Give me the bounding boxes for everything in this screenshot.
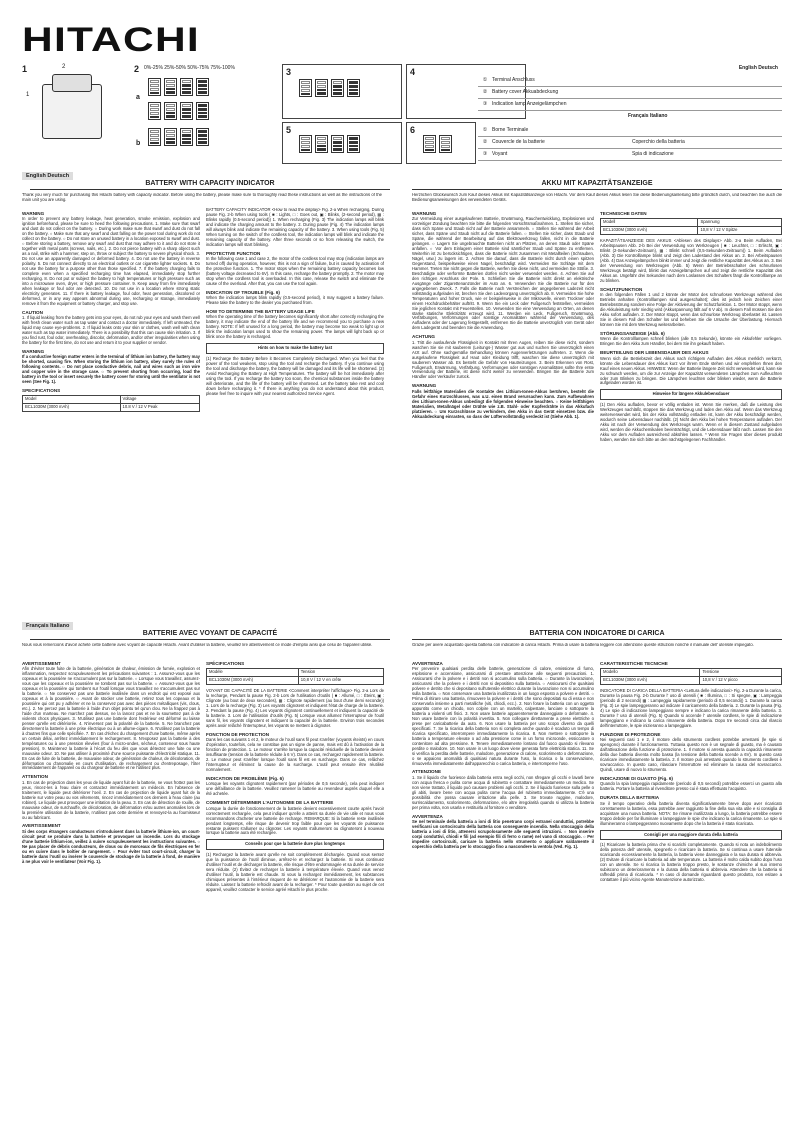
en-intro <box>22 193 382 207</box>
legend-text: Terminal Anschluss <box>492 77 535 84</box>
en-trouble-heading: INDICATION OF TROUBLE (Fig. 6) <box>206 289 280 295</box>
fig1-panel <box>22 64 122 164</box>
table-cell: Modello <box>601 669 700 677</box>
legend-num: ① <box>482 77 488 84</box>
gauge-header: 0%-25% 25%-50% 50%-75% 75%-100% <box>144 65 235 71</box>
en-caution-text: 1. If liquid leaking from the battery gets into your eyes, do not rub your eyes and wash them well with fresh clean water such as tap water and contact a doctor immediately. If left untreated, the liquid may cause eye-problems. 2. If liquid leaks onto your skin or clothes, wash well with clean water such as tap water immediately. There is a possibility that this can cause skin irritation. 3. If you find rust, foul odor, overheating, discolor, deformation, and/or other irregularities when using the battery for the first time, do not use and return it to your supplier or vendor. <box>22 314 200 345</box>
legend-row <box>478 100 782 111</box>
it-intro <box>412 643 782 657</box>
de-life-text: Wenn sich die Betriebszeit des Akkus nach richtigem Aufladen des Akkus merklich verkürzt, könnte die Lebensdauer des Akkus kurz vor ihrem Ende stehen und wir empfehlen Ihnen den Kauf eines neuen Akkus. HINWEIS: Wenn der Batterie längere Zeit nicht verwendet wird, kann sie zu schwach werden, um die zur Anzeige der Kapazität verwendeten Lämpchen zum Aufleuchten oder zum Blinken zu bringen. Die Lämpchen leuchten oder blinken wieder, wenn die Batterie aufgeladen worden ist. <box>600 355 782 386</box>
fr-warning-text: Afin d'éviter toute fuite de la batterie, génération de chaleur, émission de fumée, explosion et inflammation, respectez scrupuleusement les précautions suivantes : 1. Assurez-vous que les copeaux et la poussière ne s'accumulent pas sur la batterie. ○ Lorsque vous travaillez, assurez-vous que les copeaux et la poussière ne tombent pas sur la batterie. ○ Assurez-vous que les copeaux et la poussière qui tombent sur l'outil lorsque vous travaillez ne s'accumulent pas sur la batterie. ○ Ne conservez pas une batterie inutilisée dans un endroit qui est exposé aux copeaux et à la poussière. ○ Avant de stocker une batterie, retirez tous les copeaux et la poussière qui ont pu y adhérer et ne la conservez pas avec des pièces métalliques (vis, clous, etc.). 2. Ne percez pas la batterie à l'aide d'un objet pointu tel qu'un clou. Ne la frappez pas à l'aide d'un marteau. Ne marchez pas dessus, ne la lancez pas et ne la soumettez pas à de violents chocs physiques. 3. N'utilisez pas une batterie dont l'extérieur est déformé ou laisse penser qu'elle est détériorée. 4. N'inversez pas la polarité de la batterie. 5. Ne branchez pas directement la batterie à une prise électrique ou à un allume-cigare. 6. N'utilisez pas la batterie à d'autres fins que celle spécifiée. 7. En cas d'échec du chargement d'une batterie, même après un certain délai, arrêtez immédiatement le rechargement. 8. N'exposez pas la batterie à des températures ou à une pression élevées (four à micro-ondes, sécheur, conteneur sous haute pression). 9. Maintenez la batterie à l'écart du feu dès que vous détectez une fuite ou une mauvaise odeur. 10. Ne pas utiliser à proximité d'une source puissante d'électricité statique. 11. En cas de fuite de la batterie, de mauvaise odeur, de génération de chaleur, de décoloration, de déformation ou d'anomalie en cours d'utilisation, de rechargement ou d'entreposage, l'ôter immédiatement de l'appareil ou du chargeur de batterie et ne l'utilisez plus. <box>22 666 200 771</box>
table-cell: 10,8 V / 12 V picco <box>700 677 782 685</box>
en-spec-heading: SPECIFICATIONS <box>22 387 61 393</box>
legend-fr-it-title: Français Italiano <box>628 113 668 119</box>
fr-hints-text: (1) Rechargez la batterie avant qu'elle ne soit complètement déchargée. Quand vous sentez que la puissance de l'outil diminue, arrêtez-le et rechargez la batterie. Si vous continuez d'utiliser l'outil et de décharger la batterie, elle risque d'être endommagée et sa durée de service sera réduite. (2) Évitez de recharger la batterie à température élevée. Quand vous venez d'utiliser l'outil, la batterie est chaude. Si vous la rechargez immédiatement, les substances chimiques présentes à l'intérieur risquent de se détériorer et l'autonomie de la batterie sera réduite. Laissez la batterie refroidir avant de la recharger. * Pour toute question au sujet de cet appareil, veuillez contacter le service agréé Hitachi le plus proche. <box>206 852 384 893</box>
fr-title: BATTERIE AVEC VOYANT DE CAPACITÉ <box>30 630 390 640</box>
de-protect-text: In den folgenden Fällen 1 und 2 könnte der Motor des schnurlosen Werkzeugs während des Betriebs anhalten (Kontrolllampen sind ausgeschaltet); dies ist jedoch kein Zeichen einer Betriebsstörung sondern eine Folge der Aktivierung der Schutzfunktion. 1. Der Motor stoppt, wenn die Akkuleistung sehr niedrig wird (Akkuspannung fällt auf 6 V ab). In diesem Fall müssen Sie den Akku sofort aufladen. 2. Der Motor stoppt, wenn das schnurlose Werkzeug überlastet ist. Lassen Sie in diesem Fall den Schalter los und beheben Sie die Ursache der Überlastung. Hiernach können Sie mit dem Werkzeug weiterarbeiten. <box>600 292 782 328</box>
it-col1 <box>412 658 594 1130</box>
table-cell: Modell <box>601 219 698 227</box>
battery-cover-illustration <box>52 74 92 92</box>
de-caution-heading: ACHTUNG <box>412 334 435 340</box>
table-cell: BCL1030M (3000 mAh) <box>207 677 299 685</box>
fig5-gauges <box>299 135 360 153</box>
table-cell: Tension <box>298 669 383 677</box>
legend-text-it: Spia di indicazione <box>632 151 674 158</box>
legend-num: ② <box>482 89 488 96</box>
fr-hints-box: Conseils pour que la batterie dure plus longtemps <box>206 839 384 850</box>
table-cell: 10,8 V / 12 V Spitze <box>698 227 782 235</box>
fig-number: 1 <box>22 64 28 74</box>
it-life-text: Se il tempo operativo della batteria diventa significativamente breve dopo aver ricaricato correttamente la batteria, essa potrebbe aver raggiunto la fine della sua vita utile e si consiglia di acquistare una nuova batteria. NOTA: Se rimane inutilizzata a lungo, la batteria potrebbe essere troppo debole per far illuminare o lampeggiare le spie che indicano la carica rimanente. Le spie si illumineranno o lampeggeranno nuovamente dopo che la batteria è stata ricaricata. <box>600 800 782 826</box>
battery-illustration <box>42 84 102 139</box>
en-warning-heading: WARNING <box>22 211 45 216</box>
legend-en-de-title: English Deutsch <box>738 65 778 71</box>
figure-row <box>22 64 782 164</box>
it-life-heading: DURATA DELLA BATTERIA <box>600 795 660 801</box>
legend-row <box>478 76 782 87</box>
legend-row <box>478 126 782 137</box>
table-row <box>601 227 782 235</box>
table-cell: Model <box>23 396 121 404</box>
de-trouble-text: Wenn die Kontrolllampen schnell blinken (alle 0,5 Sekunde), könnte ein Akkufehler vorliegen. Bringen Sie den Akku zum Händler, bei dem Sie ihn gekauft haben. <box>600 336 782 347</box>
it-title: BATTERIA CON INDICATORE DI CARICA <box>412 630 782 640</box>
en-warning-text: In order to prevent any battery leakage, heat generation, smoke emission, explosion and ignition beforehand, please be sure to heed the following precautions. 1. Make sure that swarf and dust do not collect on the battery. ○ During work make sure that swarf and dust do not fall on the battery. ○ Make sure that any swarf and dust falling on the power tool during work do not collect on the battery. ○ Do not store an unused battery in a location exposed to swarf and dust. ○ Before storing a battery, remove any swarf and dust that may adhere to it and do not store it together with metal parts (screws, nails, etc.). 2. Do not pierce battery with a sharp object such as a nail, strike with a hammer, step on, throw or subject the battery to severe physical shock. 3. Do not use an apparently damaged or deformed battery. 4. Do not use the battery in reverse polarity. 5. Do not connect directly to an electrical outlets or car cigarette lighter sockets. 6. Do not use the battery for a purpose other than those specified. 7. If the battery charging fails to complete even when a specified recharging time has elapsed, immediately stop further recharging. 8. Do not put or subject the battery to high temperatures or high pressure such as into a microwave oven, dryer, or high pressure container. 9. Keep away from fire immediately when leakage or foul odor are detected. 10. Do not use in a location where strong static electricity generates. 11. If there is battery leakage, foul odor, heat generation, discolored or deformed, or in any way appears abnormal during use, recharging or storage, immediately remove it from the equipment or battery charger, and stop use. <box>22 216 200 306</box>
legend-num: ③ <box>482 151 488 158</box>
en-spec-table <box>22 395 200 412</box>
de-warning-text: Zur Vermeidung einer ausgelaufenen Batterie, Erwärmung, Rauchentwicklung, Explosionen und vorzeitiger Zündung beachten Sie bitte die folgenden Vorsichtsmaßnahmen. 1. Stellen Sie sicher, dass sich Späne und Staub nicht auf der Batterie ansammeln. ○ Stellen Sie während der Arbeit sicher, dass Späne und Staub nicht auf die Batterie fallen. ○ Stellen Sie sicher, dass Staub und Späne, die während der Bearbeitung auf das Elektrowerkzeug fallen, nicht in die Batterie gelangen. ○ Lagern Sie ungebrauchte Batterien nicht an Plätzen, an denen Staub oder Späne anfallen. ○ Vor dem Einlagern einer Batterie sind sämtlicher Staub und Späne zu entfernen. Weiterhin ist zu berücksichtigen, dass die Batterie nicht zusammen mit Metallteilen (Schrauben, Nägel, usw.) zu lagern ist. 2. Achten Sie darauf, dass die Batterie nicht durch einen spitzen Gegenstand, beispielsweise einen Nagel, beschädigt wird. Vermeiden Sie Schläge mit dem Hammer. Treten Sie nicht gegen die Batterie, werfen Sie diese nicht, und vermeiden Sie Stöße. 3. Beschädigte oder verformte Batterien dürfen nicht weiter verwendet werden. 4. Achten Sie auf den richtigen Anschluss der Pole. 5. Schließen Sie die Batterie nicht direkt an elektrische Ausgänge oder Zigarettenanzünder im Auto an. 6. Verwenden Sie die Batterie nur für den angegebenen Zweck. 7. Falls die Batterie nach Verstreichen der angegebenen Ladezeit nicht vollständig aufgeladen ist, brechen Sie den Ladevorgang unverzüglich ab. 8. Vermeiden Sie hohe Temperaturen und hoher Druck, wie er beispielsweise in der Mikrowelle, einem Trockner oder einem Hochdruckbehälter auftritt. 9. Wenn Sie ein Leck oder Fußgeruch feststellen, vermeiden Sie jeglichen Kontakt mit Feuerstellen. 10. Verwenden Sie eine Verwendung an Orten, an denen starke statische Elektrizität erzeugt wird. 11. Werden ein Leck, Fußgeruch, Erwärmung, Verfärbungen, Verformungen oder sonstige Anomalitäten während der Verwendung, des Aufladens oder der Lagerung festgestellt, entfernen Sie die Batterie unverzüglich vom Gerät oder dem Ladegerät und beenden Sie die Anwendung. <box>412 216 594 331</box>
fr-life-text: Lorsque la durée de fonctionnement de la batterie devient excessivement courte après l'avoir correctement rechargée, cela peut indiquer qu'elle a atteint sa durée de vie utile et nous vous recommandons d'acheter une batterie de recharge. REMARQUE: Si la batterie reste inutilisée pendant longtemps, elle risque de devenir trop faible pour que les voyants de puissance restante puissent s'allumer ou clignoter. Les voyants s'allumeront ou clignoteront à nouveau lorsque la batterie aura été rechargée. <box>206 805 384 836</box>
it-spec-table <box>600 668 782 685</box>
de-caution-text: 1. Tritt die auslaufende Flüssigkeit in Kontakt mit Ihren Augen, reiben Sie diese nicht, sondern waschen Sie sie mit sauberem (Leitungs-) Wasser gut aus und suchen Sie unverzüglich einen Arzt auf. Ohne sachgemäße Behandlung können Augenverletzungen auftreten. 2. Wenn die ausgelaufene Flüssigkeit auf Haut oder Kleidung trifft, waschen Sie diese unverzüglich mit sauberem Wasser ab. Es besteht die Gefahr von Hautreizungen. 3. Beim Erkennen von Rost, Fußgeruch, Erwärmung, Verfärbung, Verformungen oder sonstigen Anomalitäten sollte Ihre erste Verwendung der Batterie, ist diese nicht weiter zu verwenden. Bringen Sie die Batterie zum Händler oder Verkäufer zurück. <box>412 339 594 380</box>
callout-1: 1 <box>26 92 30 98</box>
fr-indicator-text: VOYANT DE CAPACITÉ DE LA BATTERIE <Comment interpréter l'affichage> Fig. 2-a Lors de la recharge, Pendant la pause Fig. 2-b Lors de l'utilisation d'outils ( ■ : Allumé, □ : Éteint, ▣ : Clignote (au bout de deux secondes), ▦ : Clignote rapidement (au bout d'une demi seconde)) 1. Lors de la recharge (Fig. 3) Les voyants clignotent et indiquent l'état de charge de la batterie. 2. Pendant la pause (Fig. 4) Les voyants clignotent continuellement et indiquent la capacité de la batterie. 3. Lors de l'utilisation d'outils (Fig. 5) Lorsque vous allumez l'interrupteur de l'outil sans fil, les voyants clignotent et indiquent la capacité de la batterie. Environ trois secondes après avoir relâché l'interrupteur, les voyants se mettent à clignoter. <box>206 688 384 728</box>
fig-number: 3 <box>286 67 292 77</box>
en-life-text: When the operating time of the battery becomes significantly short after correctly recharging the battery, it may indicate the end of the battery life and we recommend you to purchase a new battery. NOTE: If left unused for a long period, the battery may become too weak to light up or blink the indication lamps used to show the remaining power. The lamps will light back up or blink once the battery is recharged. <box>206 314 384 340</box>
fr-protect-heading: FONCTION DE PROTECTION <box>206 731 270 737</box>
en-hints-box: Hints on how to make the battery last <box>206 343 384 354</box>
fig6-gauges <box>423 135 452 153</box>
fr-protect-text: Dans les cas suivants 1 et 2, le moteur de l'outil sans fil peut s'arrêter (voyants éteints) en cours d'opération, toutefois, cela ne constitue pas un signe de panne, mais est dû à l'activation de la fonction de protection. 1. Le moteur s'arrête lorsque la capacité résiduelle de la batterie devient insuffisante (tension de la batterie réduite à 6 V). Dans ce cas, rechargez rapidement la batterie. 2. Le moteur peut s'arrêter lorsque l'outil sans fil est en surcharge. Dans ce cas, relâchez l'interrupteur et éliminez la cause de la surcharge. L'outil peut ensuite être réutilisé normalement. <box>206 737 384 773</box>
it-caution-text: 1. Se il liquido che fuoriesce dalla batteria entra negli occhi, non sfregare gli occhi e lavarli bene con acqua fresca e pulita come acqua di rubinetto e contattare immediatamente un medico. Se non viene trattato, il liquido può causare problemi agli occhi. 2. Se il liquido fuoriesce sulla pelle o gli abiti, lavare bene con acqua pulita come l'acqua del rubinetto immediatamente. C'è una possibilità che possa causare irritazione alla pelle. 3. Se trovate ruggine, malodore, surriscaldamento, scolorimento, deformazione, e/o altre irregolarità quando si utilizza la batteria per prima volta, non usarla e restituirla al fornitore o venditore. <box>412 774 594 810</box>
legend-row <box>478 88 782 99</box>
legend-row <box>478 150 782 161</box>
fr-caution-text: 1. En cas de projection dans les yeux de liquide ayant fuit de la batterie, ne vous frottez pas les yeux, rincez-les à l'eau claire et contactez immédiatement un médecin. En l'absence de traitement, le liquide peut détériorer l'oeil. 2. En cas de projection de liquide ayant fuit de la batterie sur votre peau ou vos vêtements, rincez immédiatement ces derniers à l'eau claire (au robinet). Le liquide peut provoquer une irritation de la peau. 3. En cas de détection de rouille, de mauvaise odeur, de surchauffe, de décoloration, de déformation et/ou autres anomalies lors de la première utilisation de la batterie, n'utilisez pas cette dernière et renvoyez-la au fournisseur ou au fabricant. <box>22 779 200 820</box>
legend-num: ① <box>482 127 488 134</box>
sub-label-b: b <box>136 140 141 147</box>
table-cell: BCL1030M (3000 mAh) <box>601 677 700 685</box>
table-cell: Modèle <box>207 669 299 677</box>
en-hints-text: (1) Recharge the Battery Before it Becomes Completely Discharged. When you feel that the power of the tool weakens, stop using the tool and recharge the battery. If you continue using the tool and discharge the battery, the battery will be damaged and its life will be shortened. (2) Avoid Recharging the Battery at High Temperatures. The battery will be hot immediately after using the tool. If you recharge the battery too soon, the chemical substances inside the battery will deteriorate, and the life of the battery will be shortened. Let the battery take rest and cool down before recharging it. * If there is anything you do not understand about this product, please feel free to inquire with your nearest authorized Service Agent. <box>206 356 384 396</box>
legend-row <box>478 138 782 149</box>
legend-num: ② <box>482 139 488 146</box>
gauge-row-b1 <box>148 128 209 146</box>
table-cell: BCL1030M (3000 mAh) <box>601 227 698 235</box>
it-hints-box: Consigli per una maggiore durata della batteria <box>600 830 782 841</box>
it-protect-heading: FUNZIONE DI PROTEZIONE <box>600 731 661 737</box>
fr-col1 <box>22 658 200 1130</box>
legend-text: Couvercle de la batterie <box>492 139 545 146</box>
table-row <box>207 677 384 685</box>
de-hints-text: (1) Den Akku aufladen, bevor er völlig entladen ist. Wenn Sie merken, daß die Leistung des Werkzeuges nachläßt, stoppen Sie das Werkzeug und laden den Akku auf. Wenn das Werkzeug weiterverwendet wird, bis der Akku vollständig entladen ist, kann der Akku beschädigt werden, wodurch seine Lebensdauer nachläßt. (2) Nicht den Akku bei hohen Temperaturen aufladen. Der Akku ist nach der Verwendung des Werkzeugs warm. Wenn er in diesem Zustand aufgeladen wird, werden die Akkuchemikalien beeinträchtigt, und die Lebensdauer läßt nach. Lassen Sie den Akku vor dem Aufladen ausreichend abkühlen lassen. * Wenn Sie Fragen über dieses produkt haben, wenden Sie sich bitte an den nächstgelegenen Fachhändler. <box>600 402 782 443</box>
de-protect-heading: SCHUTZFUNKTION <box>600 286 643 292</box>
table-cell: Voltage <box>120 396 199 404</box>
de-warning-heading: WARNUNG <box>412 211 437 216</box>
de-hints-box: Hinweise für längere Akkulebensdauer <box>600 389 782 400</box>
legend-text: Borne Terminale <box>492 127 529 134</box>
fig-number: 4 <box>410 67 416 77</box>
gauge-row-a2 <box>148 102 209 120</box>
table-cell: 10,8 V / 12 V en crête <box>298 677 383 685</box>
de-intro-text: Herzlichen Glückwunsch zum Kauf dieses Akkus mit Kapazitätsanzeige von Hitachi. Vor dem Kauf dieses Akkus lesen Sie diese Bedienungsanleitung bitte gründlich durch, und beachten Sie auch die Bedienungsanweisungen des verwendeten Geräts. <box>412 193 782 202</box>
it-trouble-text: Quando la spia lampeggia rapidamente (periodo di 0,5 secondi) potrebbe esserci un guasto alla batteria. Portare la batteria al rivenditore presso cui è stata effettuato l'acquisto. <box>600 781 782 792</box>
table-row <box>601 669 782 677</box>
it-warning-heading: AVVERTENZA <box>412 661 443 666</box>
fr-caution-heading: ATTENTION <box>22 774 48 780</box>
fig6-panel <box>406 122 476 164</box>
table-row <box>601 219 782 227</box>
en-title: BATTERY WITH CAPACITY INDICATOR <box>30 180 390 190</box>
fr-trouble-heading: INDICATION DE PROBLÈME (Fig. 6) <box>206 776 284 782</box>
legend-text: Indication lamp Anzeigelämpchen <box>492 101 567 108</box>
en-protect-heading: PROTECTIVE FUNCTION <box>206 250 261 256</box>
de-col1 <box>412 208 594 590</box>
fr-warning2-text: Si des corps étrangers conducteurs s'introduisent dans la batterie lithium-ion, un court-circuit peut se produire dans la batterie et provoquer un incendie. Lors du stockage d'une batterie lithium-ion, veillez à suivre scrupuleusement les instructions suivantes. ○ Ne pas placer de débris conducteurs, de clous ou de morceaux de fils électriques en fer ou en cuivre dans le boîtier de rangement. ○ Pour éviter tout court-circuit, charger la batterie dans l'outil ou insérer le couvercle de stockage de la batterie à fond, de manière à ne plus voir le ventilateur (Voir Fig. 1). <box>22 828 200 864</box>
table-row <box>601 677 782 685</box>
table-cell: Spannung <box>698 219 782 227</box>
de-intro <box>412 193 782 207</box>
en-caution-heading: CAUTION <box>22 309 43 315</box>
de-title: AKKU MIT KAPAZITÄTSANZEIGE <box>412 180 782 190</box>
it-char-heading: CARATTERISTICHE TECNICHE <box>600 661 668 666</box>
lang-tab-fr-it: Français Italiano <box>22 622 73 630</box>
en-life-heading: HOW TO DETERMINE THE BATTERY USAGE LIFE <box>206 309 315 315</box>
fig2-panel <box>134 64 279 164</box>
en-indicator-text: BATTERY CAPACITY INDICATOR <How to read the display> Fig. 2-a When recharging, During pause Fig. 2-b When using tools ( ■ : Lights, □ : Goes out, ▣ : Blinks, (2-second period), ▦ : Blinks rapidly (0.5-second period)) 1. When recharging (Fig. 3) The indication lamps will blink and indicate the charging amount to the battery. 2. During pause (Fig. 4) The indication lamps will always blink and indicate the remaining capacity of the battery. 3. When using tools (Fig. 5) When turning on the switch of the cordless tool, the indication lamps will blink and indicate the remaining capacity of the battery. After three seconds or so from releasing the switch, the indication lamps will start blinking. <box>206 208 384 247</box>
de-spec-table <box>600 218 782 235</box>
de-tech-heading: TECHNISCHE DATEN <box>600 211 647 216</box>
fig3-panel <box>282 64 402 119</box>
it-caution-heading: ATTENZIONE <box>412 769 442 775</box>
fr-warning2-heading: AVERTISSEMENT <box>22 823 61 829</box>
table-cell: Tensione <box>700 669 782 677</box>
it-intro-text: Grazie per avere acquistato questa batteria con indicatore di carica Hitachi. Prima di usare la batteria leggere con attenzione queste istruzioni nonché il manuale dell' utensile impiegato. <box>412 643 754 647</box>
en-warning2-heading: WARNING <box>22 348 45 354</box>
table-row <box>23 404 200 412</box>
en-col1 <box>22 208 200 590</box>
fr-spec-table <box>206 668 384 685</box>
fr-trouble-text: Lorsque les voyants clignotent rapidement (par périodes de 0,5 seconde), cela peut indiquer une défaillance de la batterie. Veuillez ramener la batterie au revendeur auprès duquel elle a été achetée. <box>206 781 384 797</box>
de-life-heading: BEURTEILUNG DER LEBENSDAUER DES AKKUS <box>600 350 709 356</box>
sub-label-a: a <box>136 94 140 101</box>
fig5-panel <box>282 122 402 164</box>
en-intro-text: Thank you very much for purchasing this Hitachi battery with capacity indicator. Before using the battery, please make sure to thoroughly read these instructions as well as the instructions of the main unit you are using. <box>22 193 382 202</box>
en-trouble-text: When the indication lamps blink rapidly (0.5-second period), it may suggest a battery failure. Please take the battery to the dealer you purchased from. <box>206 295 384 306</box>
lang-tab-en-de: English Deutsch <box>22 172 73 180</box>
en-protect-text: In the following case 1 and case 2, the motor of the cordless tool may stop (indication lamps are turned off) during operation, however, this is not a sign of failure, but is caused by activation of the protective function. 1. The motor stops when the remaining battery capacity becomes low (battery voltage decreased to 6V). In this case, recharge the battery promptly. 2. The motor may stop when the cordless tool is overloaded. In this case, release the switch and eliminate the cause of the overload. After that, you can use the tool again. <box>206 256 384 286</box>
de-col2 <box>600 208 782 590</box>
de-warning2-heading: WARNUNG <box>412 383 437 389</box>
legend-text: Voyant <box>492 151 508 158</box>
de-trouble-heading: STÖRUNGSANZEIGE (Abb. 6) <box>600 330 665 336</box>
legend-num: ③ <box>482 101 488 108</box>
legend-text: Battery cover Akkuabdeckung <box>492 89 559 96</box>
legend-text-it: Coperchio della batteria <box>632 139 685 146</box>
fig-number: 6 <box>410 125 416 135</box>
fr-col2 <box>206 658 384 1130</box>
it-hints-text: (1) Ricaricare la batteria prima che si scarichi completamente. Quando si nota un indebolimento della potenza dell' utensile, spegnerlo e ricaricare la batteria. Se si continua a usare l'utensile scaricando eccessivamente la batteria, la batteria viene danneggiata e la sua durata si abbrevia. (2) Evitare di ricaricare la batteria ad alte temperature. La batteria è molto calda subito dopo l'uso con un utensile. Se si ricarica la batteria troppo presto, le sostanze chimiche al suo interno subiscono un deterioramento e la durata della batteria si abbrevia. Attendere che la batteria si raffreddi prima di ricaricarla. * In caso di domande riguardanti questo prodotto, non esitare a contattare il più vicino Agente Manutenzione autorizzato. <box>600 842 782 883</box>
de-indicator-text: KAPAZITÄTSANZEIGE DES AKKUS <Ablesen des Displays> Abb. 2-a Beim Aufladen, Bei Arbeitspausen Abb. 2-b Bei der Verwendung von Werkzeugen ( ■ : Leuchtet, □ : Erlischt, ▣ : Blinkt (2-Sekunden-Zeitraum), ▦ : Blinkt schnell (0,5-Sekunden-Zeitraum)) 1. Beim Aufladen (Abb. 3) Die Kontrolllampe blinkt und zeigt den Ladestand des Akkus an. 2. Bei Arbeitspausen (Abb. 4) Das Anzeigelämpchen blinkt immer und zeigt die restliche Kapazität des Akkus an. 3. Bei der Verwendung von Werkzeugen (Abb. 5) Wenn der Betriebsschalter des schnurlosen Werkzeugs betätigt wird, blinkt das Anzeigelämpchen auf und zeigt die restliche Kapazität des Akkus an. Ungefähr drei Sekunden nach dem Loslassen des Schalters fängt die Kontrolllampe an zu blinken. <box>600 238 782 283</box>
fr-life-heading: COMMENT DÉTERMINER L'AUTONOMIE DE LA BATTERIE <box>206 800 334 806</box>
fig3-gauges <box>299 79 360 97</box>
it-protect-text: Nei seguenti casi 1 e 2, il motore dello strumento cordless potrebbe arrestarsi (le spie si spengono) durante il funzionamento. Tuttavia questo non è un segnale di guasto, ma è causato dall'attivazione della funzione di protezione. 1. Il motore si arresta quando la capacità rimanente della due batteria diventa molto bassa (la tensione della batteria scende a 6V). In questo caso ricaricare immediatamente la batteria. 2. Il motore può arrestarsi quando lo strumento cordless è sovraccarico. In questo caso, rilasciare l'interruttore ed eliminare la causa del sovraccarico. Quindi, usare di nuovo lo strumento. <box>600 737 782 773</box>
fr-intro <box>22 643 382 657</box>
fr-warning-heading: AVERTISSEMENT <box>22 661 61 666</box>
fr-spec-heading: SPÉCIFICATIONS <box>206 661 245 666</box>
it-trouble-heading: INDICAZIONE DI GUASTO (Fig. 6) <box>600 776 673 782</box>
table-cell: BCL1030M (3000 mAh) <box>23 404 121 412</box>
table-row <box>207 669 384 677</box>
callout-2: 2 <box>62 64 66 70</box>
fig-number: 2 <box>134 64 140 74</box>
en-col2 <box>206 208 384 590</box>
fr-intro-text: Nous vous remercions d'avoir acheté cette batterie avec voyant de capacité Hitachi. Avant d'utiliser la batterie, veuillez lire attentivement ce mode d'emploi ainsi que celui de l'appareil utilisé. <box>22 643 373 647</box>
gauge-row-a1 <box>148 78 209 96</box>
de-warning2-text: Falls leitfähige Materialien die Kontakte des Lithium-Ionen-Akkus berühren, besteht die Gefahr eines Kurzschlusses, was u.U. einen Brand verursachen kann. Zum Aufbewahren des Lithium-Ionen-Akkus unbedingt die folgenden Hinweise beachten. ○ Keine leitfähigen Materialien, Metallnägel oder Drähte wie z.B. Stahl- oder Kupferdrähte in das Akkufach platzieren. ○ Um Kurzschlüsse zu verhindern, den Akku in das Gerät einsetzen bzw. die Akkuabdeckung einrasten, so dass der Lüftervollständig verdeckt ist (Siehe Abb. 1). <box>412 388 594 419</box>
it-warning-text: Per prevenire qualsiasi perdita delle batterie, generazione di calore, emissione di fumo, esplosione e accensione, assicurarsi di prestare attenzione alle seguenti precauzioni. 1. Assicurarsi che la polvere e i detriti non si accumulino sulla batteria. ○ Durante la lavorazione, assicurarsi che la polvere e i detriti non si depositino sulla batteria. ○ Assicurarsi che qualsiasi polvere e detrito che si depositano sull'utensile elettrico durante la lavorazione non si accumulino sulla batteria. ○ Non conservare una batteria inutilizzata in un luogo esposto a polvere e detriti. ○ Prima di ritirare una batteria, rimuovere la polvere e i detriti che sono depositati su di essa e non conservarla insieme a parti metalliche (viti, chiodi, ecc.). 2. Non forare la batteria con un oggetto appuntito come un chiodo, non colpire con un martello, calpestare, lanciare o sottoporre la batteria a violenti urti fisici. 3. Non usare batterie apparentemente danneggiate o deformate. 4. Non usare batterie con la polarità invertita. 5. Non collegare direttamente a prese elettriche o prese per caricabatterie da auto. 6. Non usare la batteria per uno scopo diverso da quelli specificati. 7. Se la ricarica della batteria non si completa anche quando è scaduto un tempo di ricarica specificato, interrompere immediatamente la ricarica. 8. Non mettere o sottoporre la batteria a temperature elevate o ad alta pressione come in un forno microonde, essiccatore o contenitore ad alta pressione. 9. Tenere immediatamente lontano dal fuoco quando si rilevano perdite o malodore. 10. Non usare in un luogo dove viene generata forte elettricità statica. 11. Se si verifica la perdita delle batterie, malodore, generazione di calore, scolorimento o deformazione, o se appaiono anomalità di qualsiasi natura durante l'uso, la ricarica o la conservazione, rimuoverla immediatamente dall'apparecchio o carica batteria, e interromperne l'uso. <box>412 666 594 766</box>
it-indicator-text: INDICATORE DI CARICA DELLA BATTERIA <Lettura delle indicazioni> Fig. 2-a Durante la carica, Durante la pausa Fig. 2-b Durante l' uso di utensili ( ■ : Illumina, □ : Si spegne, ▣ : Lampeggia (periodo di 2 secondi) ▦ : Lampeggia rapidamente (periodo di 0,5 secondi)) 1. Durante la carica (Fig. 3) Le spie lampeggeranno ad indicare il caricamento della batteria. 2. Durante la pausa (Fig. 4) Le spie di indicazione lampeggiano sempre e indicano la carica rimanente della batteria. 3. Durante l' uso di utensili (Fig. 5) Quando si accende l' utensile cordless, le spie di indicazione lampeggiano e indicano la carica rimanente della batteria. Dopo tre secondi circa dal rilascio dell'interruttore, le spie inizieranno a lampeggiare. <box>600 688 782 728</box>
it-col2 <box>600 658 782 1130</box>
table-cell: 10.8 V / 12 V Peak <box>120 404 199 412</box>
fig-number: 5 <box>286 125 292 135</box>
legend <box>478 64 782 164</box>
table-row <box>23 396 200 404</box>
hitachi-logo: HITACHI <box>22 21 200 59</box>
en-warning2-text: If a conductive foreign matter enters in the terminal of lithium ion battery, the battery may be shorted, causing fire. When storing the lithium ion battery, obey surely the rules of following contents. ○ Do not place conductive debris, nail and wires such as iron wire and copper wire in the storage case. ○ To prevent shorting from occurring, load the battery in the tool or insert securely the battery cover for storing until the ventilator is not seen (See Fig. 1). <box>22 354 200 384</box>
it-warning2-heading: AVVERTENZA <box>412 813 443 819</box>
it-warning2-text: Se nel terminale della batteria a ioni di litio penetrano corpi estranei conduttivi, potrebbe verificarsi un cortocircuito della batteria con conseguente incendio. Nella stoccaggio della batteria a ioni di litio, attenersi scrupolosamente alle seguenti istruzioni. ○ Non inserire corpi conduttivi, chiodi e fili (ad esempio fili di ferro o rame) nel vano di stoccaggio. ○ Per impedire cortocircuiti, caricare la batteria nello strumento o applicare saldamente il coperchio della batteria per lo stoccaggio fino a nascondere la ventola (Ved. Fig. 1). <box>412 818 594 849</box>
